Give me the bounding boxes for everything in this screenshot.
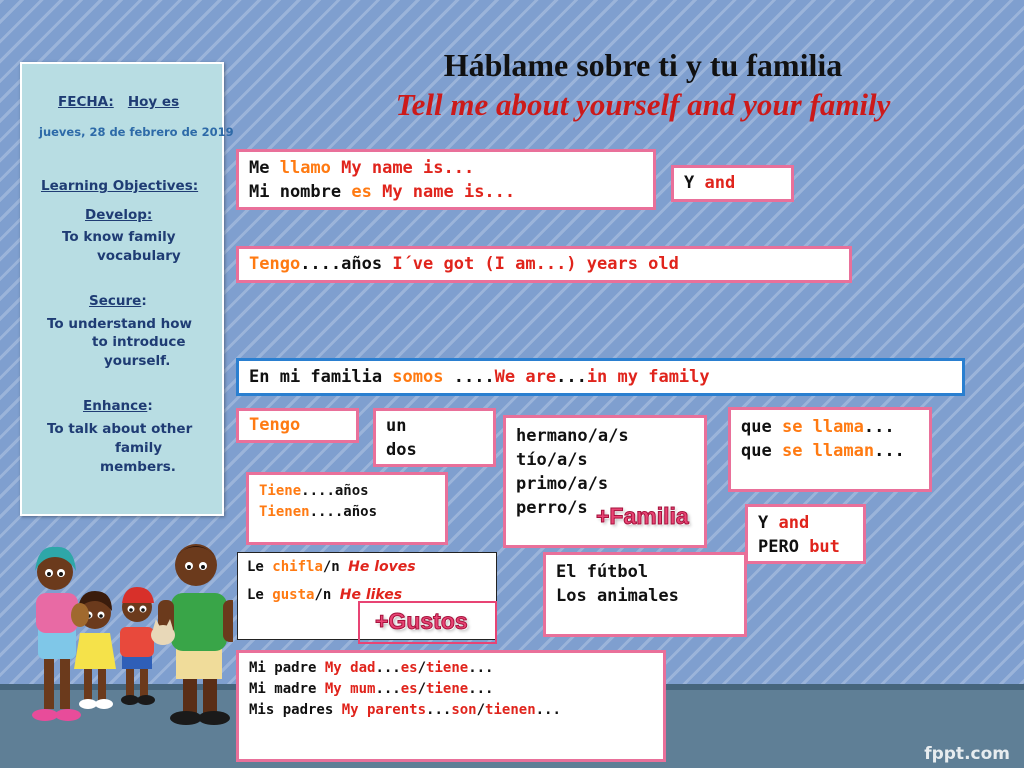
secure-heading: Secure: xyxy=(89,293,147,309)
parents-box xyxy=(236,650,666,762)
tiene-box xyxy=(246,472,448,545)
objectives-heading: Learning Objectives: xyxy=(41,178,199,194)
age-phrase-box: Tengo....años I´ve got (I am...) years old xyxy=(236,246,852,283)
likes-line-2: Le gusta/n He likes xyxy=(247,587,403,603)
number-dos: dos xyxy=(386,440,417,460)
secure-text: yourself. xyxy=(104,353,171,369)
y-and-box: Y and xyxy=(671,165,794,202)
relative-item: tío/a/s xyxy=(516,450,588,470)
name-phrase-box xyxy=(236,149,656,210)
hobby-item: Los animales xyxy=(556,586,679,606)
hobbies-box xyxy=(543,552,747,637)
name-line-2: Mi nombre es My name is... xyxy=(249,182,516,202)
tiene-line-1: Tiene....años xyxy=(259,483,369,499)
parents-line-2: Mi madre My mum...es/tiene... xyxy=(249,681,494,697)
fecha-label: FECHA: xyxy=(58,94,114,110)
develop-text: To know family xyxy=(62,229,176,245)
y-pero-line-2: PERO but xyxy=(758,537,840,557)
se-llama-line-1: que se llama... xyxy=(741,417,895,437)
familia-tag: +Familia xyxy=(596,503,689,529)
secure-text: To understand how xyxy=(47,316,193,332)
family-phrase-box: En mi familia somos ....We are...in my family xyxy=(236,358,965,396)
cartoon-dog xyxy=(71,603,89,627)
number-un: un xyxy=(386,416,407,436)
relative-item: primo/a/s xyxy=(516,474,609,494)
y-pero-box xyxy=(745,504,866,564)
relative-item: perro/s xyxy=(516,498,588,518)
tiene-line-2: Tienen....años xyxy=(259,504,378,520)
enhance-heading: Enhance: xyxy=(83,398,153,414)
numbers-box xyxy=(373,408,496,467)
name-line-1: Me llamo My name is... xyxy=(249,158,475,178)
parents-line-3: Mis padres My parents...son/tienen... xyxy=(249,702,561,718)
page-subtitle: Tell me about yourself and your family xyxy=(395,87,891,122)
gustos-tag: +Gustos xyxy=(375,608,468,634)
sidebar-panel xyxy=(20,62,234,516)
develop-heading: Develop: xyxy=(85,207,153,223)
enhance-text: To talk about other xyxy=(47,421,193,437)
watermark-brand: fppt.com xyxy=(924,744,1010,764)
hobby-item: El fútbol xyxy=(556,562,649,582)
se-llama-line-2: que se llaman... xyxy=(741,441,905,461)
enhance-text: family xyxy=(115,440,163,456)
develop-text: vocabulary xyxy=(97,248,181,264)
fecha-value: Hoy es xyxy=(127,94,180,110)
tengo-box: Tengo xyxy=(236,408,359,443)
family-illustration xyxy=(18,535,233,730)
y-pero-line-1: Y and xyxy=(758,513,810,533)
page-title: Háblame sobre ti y tu familia xyxy=(443,47,843,83)
date-text: jueves, 28 de febrero de 2019 xyxy=(39,125,234,139)
cartoon-boy xyxy=(120,587,155,705)
cartoon-mum xyxy=(32,547,81,721)
se-llama-box xyxy=(728,407,932,492)
relative-item: hermano/a/s xyxy=(516,426,629,446)
enhance-text: members. xyxy=(100,459,176,475)
parents-line-1: Mi padre My dad...es/tiene... xyxy=(249,660,494,676)
likes-line-1: Le chifla/n He loves xyxy=(247,559,416,575)
fecha-line xyxy=(58,94,179,110)
secure-text: to introduce xyxy=(92,334,186,350)
